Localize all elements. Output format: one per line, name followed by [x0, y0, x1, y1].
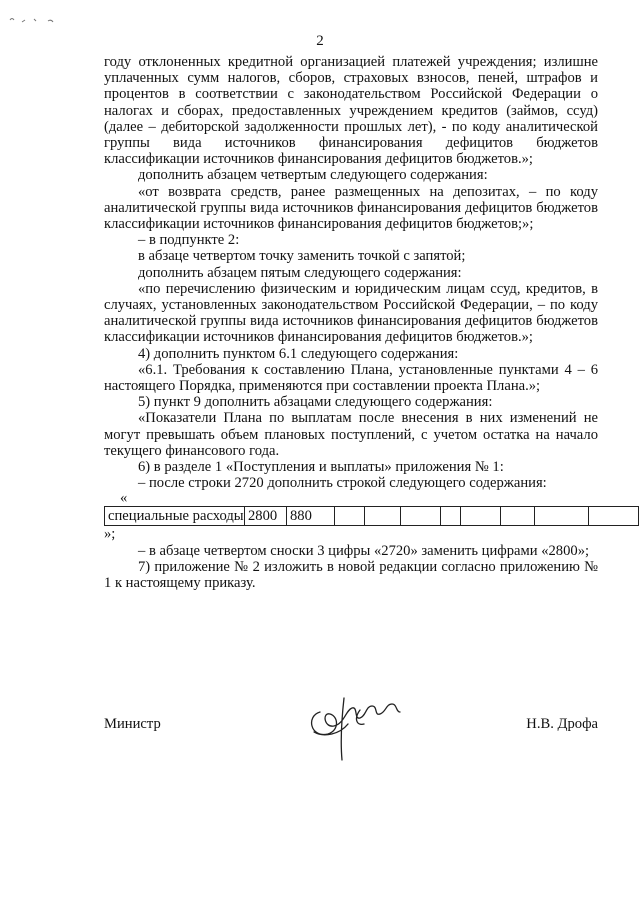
- paragraph: – после строки 2720 дополнить строкой следующего содержания:: [138, 475, 547, 492]
- paragraph: году отклоненных кредитной организацией платежей учреждения; излишне уплаченных сумм налогов, сборов, страховых взносов, пеней, штрафов и процентов в соответствии с законодательством Российской Федерации о налогах и сборах, предоставленных учреждением кредитов (займов, ссуд) (далее – дебиторской задолженности прошлых лет), - по коду аналитической группы вида источников финансирования дефицитов бюджетов классификации источников финансирования дефицитов бюджетов.»;: [104, 54, 598, 168]
- table-cell: [335, 507, 365, 526]
- quote-open-mark: «: [120, 490, 128, 507]
- table-cell: 2800: [245, 507, 287, 526]
- paragraph: «6.1. Требования к составлению Плана, установленные пунктами 4 – 6 настоящего Порядка, применяются при составлении проекта Плана.»;: [104, 361, 598, 395]
- handwritten-signature: [300, 682, 420, 767]
- page-number: 2: [316, 33, 324, 49]
- signatory-name: Н.В. Дрофа: [526, 716, 598, 732]
- paragraph: «по перечислению физическим и юридическим лицам ссуд, кредитов, в случаях, установленных законодательством Российской Федерации, – по коду аналитической группы вида источников финансирования дефицитов бюджетов классификации источников финансирования дефицитов бюджетов.»;: [104, 280, 598, 346]
- paragraph: – в абзаце четвертом сноски 3 цифры «2720» заменить цифрами «2800»;: [138, 542, 590, 559]
- paragraph: 5) пункт 9 дополнить абзацами следующего содержания:: [138, 394, 493, 411]
- paragraph: 4) дополнить пунктом 6.1 следующего содержания:: [138, 345, 459, 362]
- paragraph-list: [104, 54, 598, 491]
- paragraph: в абзаце четвертом точку заменить точкой с запятой;: [138, 248, 466, 265]
- signatory-title: Министр: [104, 716, 161, 732]
- table-cell: [401, 507, 441, 526]
- table-cell: [441, 507, 461, 526]
- table-cell: 880: [287, 507, 335, 526]
- table-row: [105, 507, 639, 526]
- document-body: [104, 54, 598, 591]
- paragraph: – в подпункте 2:: [138, 232, 240, 249]
- paragraph: дополнить абзацем пятым следующего содержания:: [138, 264, 462, 281]
- paragraph-list-after: [104, 543, 598, 592]
- signature-block: [104, 706, 598, 766]
- table-cell: [365, 507, 401, 526]
- table-cell: [501, 507, 535, 526]
- scan-corner-marks: [8, 10, 68, 35]
- table-cell: специальные расходы: [105, 507, 245, 526]
- paragraph: «Показатели Плана по выплатам после внесения в них изменений не могут превышать объем плановых поступлений, с учетом остатка на начало текущего финансового года.: [104, 410, 598, 459]
- table-cell: [589, 507, 639, 526]
- inserted-table-row: [104, 506, 639, 526]
- paragraph: 7) приложение № 2 изложить в новой редакции согласно приложению № 1 к настоящему приказу.: [104, 558, 598, 592]
- table-cell: [461, 507, 501, 526]
- quote-close-mark: »;: [104, 526, 116, 543]
- paragraph: 6) в разделе 1 «Поступления и выплаты» приложения № 1:: [138, 459, 504, 476]
- paragraph: «от возврата средств, ранее размещенных на депозитах, – по коду аналитической группы вида источников финансирования дефицитов бюджетов классификации источников финансирования дефицитов бюджетов;»;: [104, 183, 598, 233]
- paragraph: дополнить абзацем четвертым следующего содержания:: [138, 167, 488, 184]
- table-cell: [535, 507, 589, 526]
